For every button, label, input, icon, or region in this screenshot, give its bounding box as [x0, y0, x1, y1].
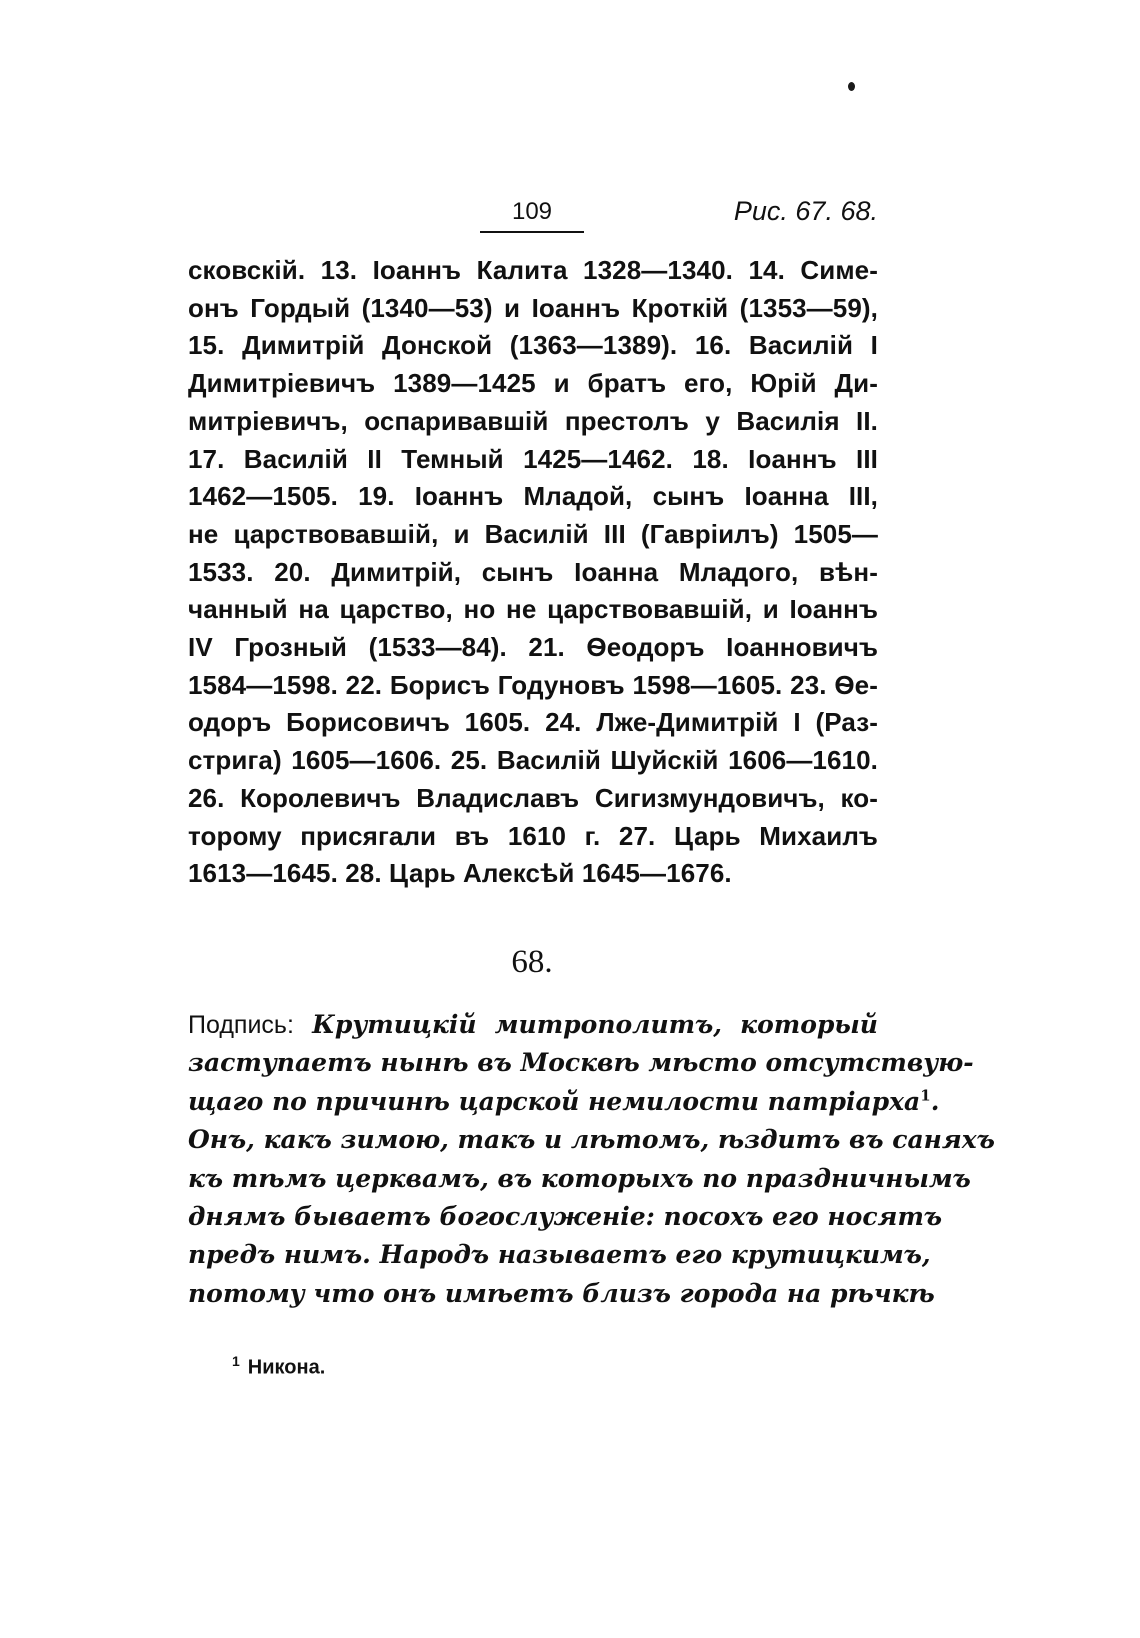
page-number-rule — [480, 231, 584, 233]
text-line: 1613—1645. 28. Царь Алексѣй 1645—1676. — [188, 858, 732, 889]
text-line: онъ Гордый (1340—53) и Іоаннъ Кроткій (1353—59), — [188, 292, 878, 323]
text-line: одоръ Борисовичъ 1605. 24. Лже-Димитрій I (Раз- — [188, 707, 878, 738]
running-head: Рис. 67. 68. — [733, 196, 878, 226]
footnote-reference: 1 — [920, 1086, 931, 1105]
footnote-text: Никона. — [247, 1356, 326, 1379]
text-line: 1533. 20. Димитрій, сынъ Іоанна Младого, вѣн- — [188, 556, 878, 587]
text-line: 26. Королевичъ Владиславъ Сигизмундовичъ, ко- — [188, 782, 878, 813]
text-line: 1584—1598. 22. Борисъ Годуновъ 1598—1605. 23. Ѳе- — [188, 669, 878, 700]
section-number: 68. — [511, 944, 553, 980]
footnote — [232, 1353, 325, 1380]
caption-line: днямъ бываетъ богослуженіе: посохъ его носятъ — [188, 1202, 943, 1232]
caption-line — [188, 1006, 878, 1044]
text-line: сковскій. 13. Іоаннъ Калита 1328—1340. 14. Симе- — [188, 255, 878, 285]
page-number: 109 — [511, 198, 553, 225]
text-line: 1462—1505. 19. Іоаннъ Младой, сынъ Іоанна III, — [188, 481, 878, 512]
caption-text: Крутицкій митрополитъ, который — [312, 1010, 878, 1039]
caption-line: предъ нимъ. Народъ называетъ его крутицкимъ, — [188, 1240, 931, 1270]
text-line: 15. Димитрій Донской (1363—1389). 16. Василій I — [188, 330, 878, 361]
caption-punctuation: . — [930, 1086, 940, 1116]
text-line: митріевичъ, оспаривавшій престолъ у Василія II. — [188, 405, 878, 436]
text-line: чанный на царство, но не царствовавшій, и Іоаннъ — [188, 594, 878, 625]
caption-paragraph — [188, 1006, 995, 1313]
main-text-paragraph — [188, 252, 878, 893]
footnote-marker: 1 — [232, 1353, 240, 1369]
text-line: торому присягали въ 1610 г. 27. Царь Михаилъ — [188, 820, 878, 851]
text-line: не царствовавшій, и Василій III (Гавріилъ) 1505— — [188, 518, 878, 549]
caption-line: къ тѣмъ церквамъ, въ которыхъ по праздничнымъ — [188, 1163, 971, 1193]
text-line: 17. Василій II Темный 1425—1462. 18. Іоаннъ III — [188, 443, 878, 474]
caption-label: Подпись: — [188, 1011, 294, 1039]
caption-line: Онъ, какъ зимою, такъ и лѣтомъ, ѣздитъ въ саняхъ — [188, 1125, 995, 1155]
text-line: IV Грозный (1533—84). 21. Ѳеодоръ Іоанновичъ — [188, 632, 878, 663]
caption-line — [188, 1083, 940, 1121]
caption-text: щаго по причинѣ царской немилости патріарха — [188, 1086, 921, 1116]
caption-line: заступаетъ нынѣ въ Москвѣ мѣсто отсутствую- — [188, 1048, 974, 1078]
ink-dot — [848, 82, 855, 91]
text-line: Димитріевичъ 1389—1425 и братъ его, Юрій Ди- — [188, 368, 878, 399]
caption-line: потому что онъ имѣетъ близъ города на рѣчкѣ — [188, 1278, 935, 1308]
text-line: стрига) 1605—1606. 25. Василій Шуйскій 1606—1610. — [188, 745, 878, 776]
